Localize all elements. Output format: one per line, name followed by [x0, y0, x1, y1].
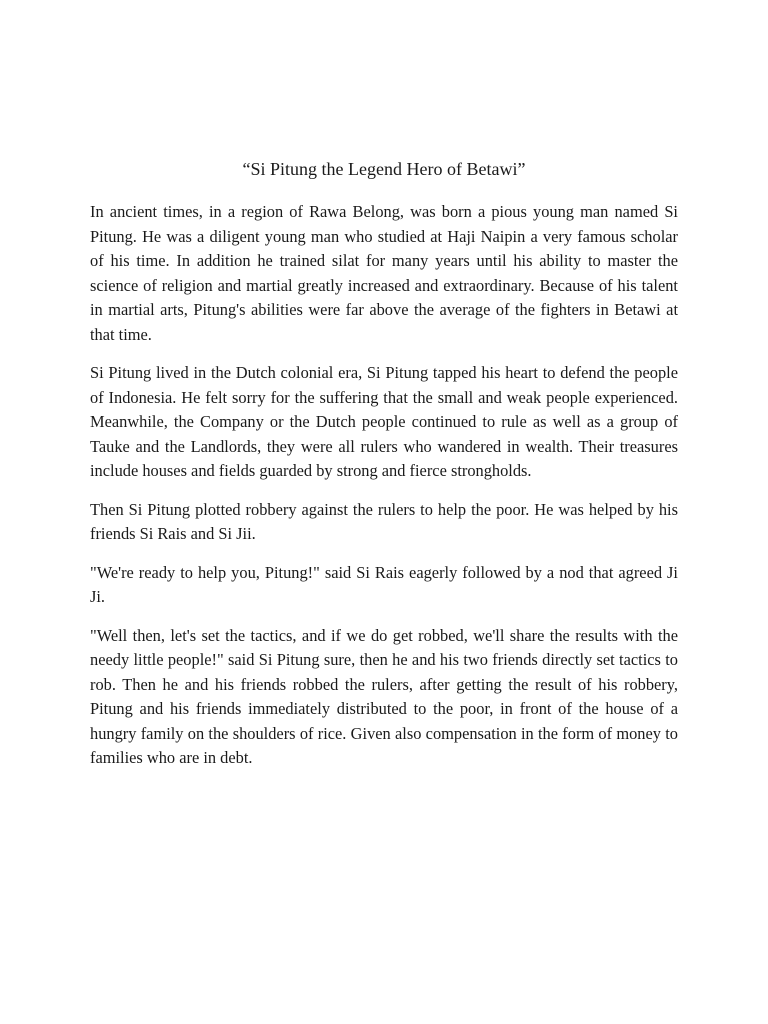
document-title: “Si Pitung the Legend Hero of Betawi” — [242, 159, 526, 179]
paragraph-5: "Well then, let's set the tactics, and if we do get robbed, we'll share the results with the needy little people!" said Si Pitung sure, then he and his two friends directly set tactics to rob. Then he and his friends robbed the rulers, after getting the result of his robbery, Pitung and his friends immediately distributed to the poor, in front of the house of a hungry family on the shoulders of rice. Given also compensation in the form of money to families who are in debt. — [90, 625, 678, 767]
paragraph-2: Si Pitung lived in the Dutch colonial era, Si Pitung tapped his heart to defend the people of Indonesia. He felt sorry for the suffering that the small and weak people experienced. Meanwhile, the Company or the Dutch people continued to rule as well as a group of Tauke and the Landlords, they were all rulers who wandered in wealth. Their treasures include houses and fields guarded by strong and fierce strongholds. — [90, 363, 678, 480]
paragraph-1: In ancient times, in a region of Rawa Belong, was born a pious young man named Si Pitung. He was a diligent young man who studied at Haji Naipin a very famous scholar of his time. In addition he trained silat for many years until his ability to master the science of religion and martial greatly increased and extraordinary. Because of his talent in martial arts, Pitung's abilities were far above the average of the fighters in Betawi at that time. — [90, 202, 678, 344]
document-body — [90, 200, 678, 785]
paragraph-3: Then Si Pitung plotted robbery against the rulers to help the poor. He was helped by his friends Si Rais and Si Jii. — [90, 499, 678, 543]
paragraph-4: "We're ready to help you, Pitung!" said Si Rais eagerly followed by a nod that agreed Ji Ji. — [90, 562, 678, 606]
